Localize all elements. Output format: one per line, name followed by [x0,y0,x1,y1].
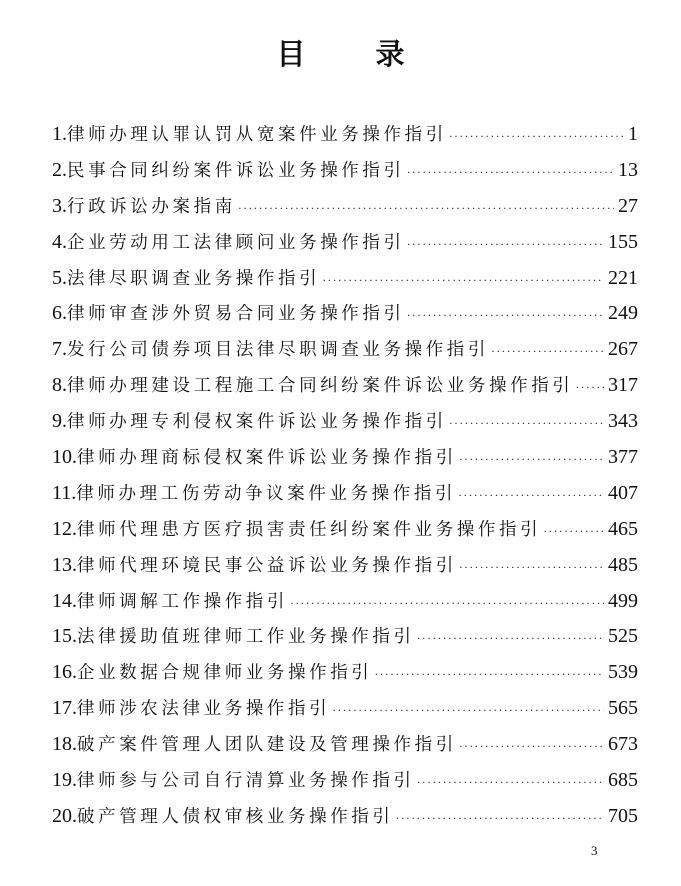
toc-entry-number: 18. [52,733,77,756]
dot-leader [417,765,604,801]
toc-entry-page: 221 [608,266,638,289]
toc-entry-page: 565 [608,697,638,720]
toc-entry-title: 律师办理商标侵权案件诉讼业务操作指引 [77,448,457,469]
toc-entry-number: 3. [52,194,67,217]
toc-entry-number: 13. [52,553,77,576]
toc-entry-page: 465 [608,517,638,540]
toc-entry-number: 20. [52,804,77,827]
toc-entry-title: 法律尽职调查业务操作指引 [67,268,321,289]
dot-leader [417,621,604,657]
toc-entry-number: 7. [52,338,67,361]
toc-entry-title: 破产案件管理人团队建设及管理操作指引 [77,735,457,756]
toc-entry-title: 律师代理环境民事公益诉讼业务操作指引 [77,555,457,576]
toc-entry[interactable] [52,548,638,584]
dot-leader [491,334,604,370]
toc-entry-number: 12. [52,517,77,540]
toc-entry[interactable] [52,117,638,153]
dot-leader [449,119,624,155]
toc-entry-page: 407 [608,481,638,504]
toc-entry-page: 343 [608,410,638,433]
toc-entry[interactable] [52,691,638,727]
toc-entry[interactable] [52,189,638,225]
toc-entry-page: 539 [608,661,638,684]
toc-entry-number: 5. [52,266,67,289]
toc-entry-title: 律师审查涉外贸易合同业务操作指引 [67,304,405,325]
toc-entry-number: 2. [52,158,67,181]
toc-entry-title: 律师办理专利侵权案件诉讼业务操作指引 [67,412,447,433]
toc-entry-number: 14. [52,589,77,612]
toc-entry-number: 8. [52,374,67,397]
dot-leader [459,729,604,765]
toc-entry-number: 16. [52,661,77,684]
dot-leader [407,155,614,191]
dot-leader [449,406,604,442]
toc-entry-number: 11. [52,481,77,504]
dot-leader [407,227,604,263]
toc-entry[interactable] [52,296,638,332]
toc-entry-number: 15. [52,625,77,648]
toc-entry-page: 249 [608,302,638,325]
toc-entry-title: 民事合同纠纷案件诉讼业务操作指引 [67,160,405,181]
toc-entry[interactable] [52,512,638,548]
toc-entry-page: 685 [608,769,638,792]
toc-entry-title: 法律援助值班律师工作业务操作指引 [77,627,415,648]
toc-entry-page: 267 [608,338,638,361]
toc-entry-title: 发行公司债券项目法律尽职调查业务操作指引 [67,340,489,361]
toc-entry-title: 律师办理建设工程施工合同纠纷案件诉讼业务操作指引 [67,376,574,397]
toc-entry-title: 律师参与公司自行清算业务操作指引 [77,771,415,792]
toc-entry[interactable] [52,332,638,368]
toc-entry-number: 19. [52,769,77,792]
toc-entry-number: 4. [52,230,67,253]
toc-entry[interactable] [52,655,638,691]
dot-leader [459,550,604,586]
toc-entry[interactable] [52,261,638,297]
toc-entry[interactable] [52,584,638,620]
toc-entry[interactable] [52,476,638,512]
toc-entry-page: 485 [608,553,638,576]
toc-entry[interactable] [52,404,638,440]
toc-entry-number: 1. [52,123,67,145]
toc-entry-page: 27 [618,194,638,217]
toc-entry-number: 6. [52,302,67,325]
dot-leader [396,801,605,837]
toc-entry-page: 673 [608,733,638,756]
dot-leader [322,263,604,299]
toc-entry[interactable] [52,619,638,655]
toc-entry-title: 企业劳动用工法律顾问业务操作指引 [67,232,405,253]
toc-entry-number: 17. [52,697,77,720]
toc-entry-title: 行政诉讼办案指南 [67,196,236,217]
toc-entry-number: 10. [52,446,77,469]
dot-leader [332,693,604,729]
toc-entry-page: 1 [628,123,638,145]
dot-leader [290,586,604,622]
dot-leader [458,478,604,514]
toc-entry[interactable] [52,225,638,261]
toc-entry-title: 律师调解工作操作指引 [77,591,288,612]
toc-entry-page: 13 [618,158,638,181]
toc-entry[interactable] [52,727,638,763]
page-number: 3 [591,843,598,858]
toc-entry-title: 企业数据合规律师业务操作指引 [77,663,373,684]
toc-entry-page: 705 [608,804,638,827]
toc-entry-number: 9. [52,410,67,433]
dot-leader [543,514,604,550]
toc-entry-title: 律师涉农法律业务操作指引 [77,699,331,720]
table-of-contents [52,117,638,835]
dot-leader [407,298,604,334]
toc-entry[interactable] [52,440,638,476]
toc-entry-page: 377 [608,446,638,469]
dot-leader [374,657,604,693]
toc-entry[interactable] [52,368,638,404]
toc-entry-page: 499 [608,589,638,612]
toc-entry[interactable] [52,763,638,799]
toc-entry-page: 525 [608,625,638,648]
dot-leader [575,370,604,406]
toc-entry-title: 律师代理患方医疗损害责任纠纷案件业务操作指引 [77,519,542,540]
toc-entry-title: 破产管理人债权审核业务操作指引 [77,806,394,827]
page-title: 目 录 [276,37,435,71]
toc-entry-page: 155 [608,230,638,253]
toc-entry-title: 律师办理认罪认罚从宽案件业务操作指引 [67,125,447,145]
dot-leader [459,442,604,478]
toc-entry[interactable] [52,153,638,189]
toc-entry-page: 317 [608,374,638,397]
dot-leader [238,191,614,227]
toc-entry-title: 律师办理工伤劳动争议案件业务操作指引 [76,483,457,504]
toc-entry[interactable] [52,799,638,835]
